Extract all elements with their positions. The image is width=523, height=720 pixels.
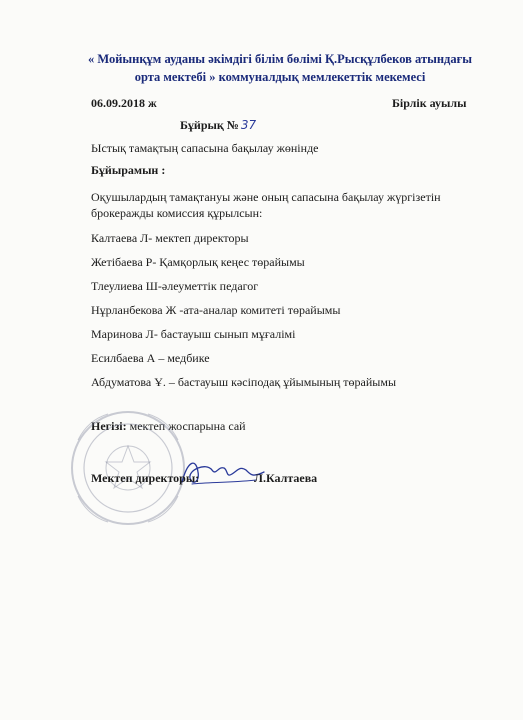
list-item: Маринова Л- бастауыш сынып мұғалімі bbox=[91, 327, 296, 341]
list-item: Калтаева Л- мектеп директоры bbox=[91, 231, 249, 245]
order-title-label: Бұйрық № bbox=[180, 118, 239, 132]
commission-members-list bbox=[91, 226, 396, 394]
document-date: 06.09.2018 ж bbox=[91, 96, 157, 110]
basis-text: мектеп жоспарына сай bbox=[129, 419, 246, 433]
document-place: Бірлік ауылы bbox=[392, 96, 467, 110]
list-item: Жетібаева Р- Қамқорлық кеңес төрайымы bbox=[91, 255, 305, 269]
header-line-2: орта мектебі » коммуналдық мемлекеттік мекемесі bbox=[134, 70, 426, 84]
document-header bbox=[60, 50, 500, 86]
signature-role: Мектеп директоры: bbox=[91, 471, 200, 485]
list-item: Есилбаева А – медбике bbox=[91, 351, 210, 365]
order-title bbox=[180, 118, 256, 133]
list-item: Абдуматова Ұ. – бастауыш кәсіподақ ұйымының төрайымы bbox=[91, 375, 397, 389]
list-item: Нұрланбекова Ж -ата-аналар комитеті төрайымы bbox=[91, 303, 341, 317]
order-subject: Ыстық тамақтың сапасына бақылау жөнінде bbox=[91, 141, 319, 155]
order-number: 37 bbox=[240, 118, 257, 132]
signer-name: Л.Калтаева bbox=[254, 471, 318, 485]
order-intro: Оқушылардың тамақтануы және оның сапасына бақылау жүргізетін брокеражды комиссия құрылсын: bbox=[91, 190, 441, 220]
list-item: Тлеулиева Ш-әлеуметтік педагог bbox=[91, 279, 259, 293]
basis-label: Негізі: bbox=[91, 419, 127, 433]
orders-label: Бұйырамын : bbox=[91, 163, 166, 177]
header-line-1: « Мойынқұм ауданы әкімдігі білім бөлімі Қ.Рысқұлбеков атындағы bbox=[87, 52, 473, 66]
